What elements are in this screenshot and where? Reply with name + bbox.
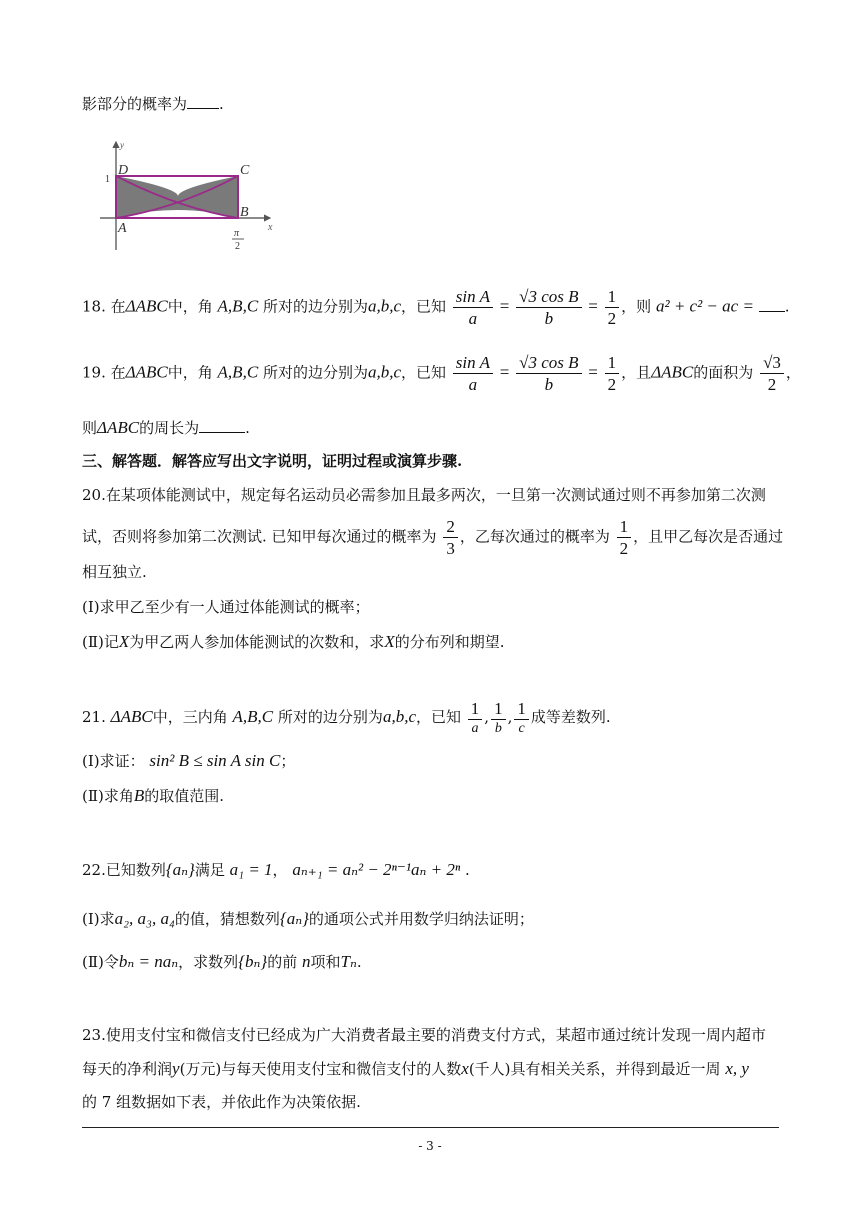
q19-text-4: ，已知 [401,363,447,382]
q22-recurrence: aₙ₊₁ = aₙ² − 2ⁿ⁻¹aₙ + 2ⁿ [292,860,461,879]
q18-answer-blank [759,297,785,312]
q22-part2-text-b: ，求数列 [178,953,239,971]
q22-text-1: 22.已知数列 [82,861,166,879]
q21-var-B: B [133,786,145,805]
q21-number: 21. [82,708,106,726]
question-21-part1 [82,752,295,769]
q19-triangle-2: ΔABC [651,362,694,382]
q20-frac-2-3: $\frac{2}{3}$ [443,518,458,557]
q18-eq: = [499,296,510,316]
question-20-part1 [82,600,370,615]
label-y: y [120,140,124,150]
question-23-line3 [82,1095,361,1110]
question-21-part2 [82,787,224,804]
q20-var-X: X [118,632,130,651]
section-3-text: 三、解答题．解答应写出文字说明，证明过程或演算步骤. [82,452,463,470]
q19-triangle: ΔABC [125,362,168,382]
q19-frac-cosB: $\frac{\text{√3 cos B}}{b}$ [516,354,581,393]
q23-line1-text: 23.使用支付宝和微信支付已经成为广大消费者最主要的消费支付方式，某超市通过统计发现一周内超市 [82,1026,766,1044]
q19-text-1: 在 [110,363,126,382]
q21-text-4: 成等差数列. [530,708,611,726]
q22-part1-text-c: 的通项公式并用数学归纳法证明； [308,910,534,928]
q20-line2-text-b: ，乙每次通过的概率为 [459,527,610,546]
q18-expression: a² + c² − ac = [655,296,754,316]
question-22-part1 [82,910,534,927]
q18-text-4: ，已知 [401,297,447,316]
label-B: B [240,205,249,220]
q22-part2-n: n [301,952,311,971]
q18-frac-cosB: $\frac{\text{√3 cos B}}{b}$ [516,288,581,327]
q18-text-1: 在 [110,297,126,316]
q21-triangle: ΔABC [110,707,153,726]
question-20-line1 [82,488,766,503]
q22-part2-text-d: 项和 [310,953,341,971]
q19-sides: a,b,c [367,362,401,382]
q20-frac-1-2: $\frac{1}{2}$ [617,518,632,557]
q18-eq2: = [588,296,598,316]
q21-text-2: 所对的边分别为 [277,708,383,726]
q20-part1-text: (Ⅰ)求甲乙至少有一人通过体能测试的概率； [82,598,370,616]
q22-text-3: ， [272,861,288,879]
question-19 [82,354,801,393]
q23-line3-text: 的 7 组数据如下表，并依此作为决策依据. [82,1093,361,1111]
q22-part1-text-a: (Ⅰ)求 [82,910,115,928]
tick-pi: π [234,228,240,239]
q21-frac-c: $\frac{1}{c}$ [514,700,529,736]
question-18 [82,288,789,327]
q20-line3-text: 相互独立. [82,563,147,581]
q19-text-3: 所对的边分别为 [262,363,368,382]
question-19-line2 [82,418,250,436]
q18-angles: A,B,C [217,296,259,316]
tick-2: 2 [235,241,240,252]
q22-initial-condition: a₁ = 1 [229,860,273,879]
q22-part1-sequence: {aₙ} [279,909,309,928]
q21-part2-text-a: (Ⅱ)求角 [82,787,134,805]
q23-line2-text-a: 每天的净利润 [82,1060,173,1078]
label-C: C [240,163,250,178]
q18-text-2: 中，角 [167,297,213,316]
q19-answer-blank [199,418,245,433]
page-number: - 3 - [418,1139,442,1153]
q22-sequence: {aₙ} [165,860,195,879]
q17-end: . [219,95,224,113]
q19-angles: A,B,C [217,362,259,382]
figure-shaded-rectangle [98,138,278,260]
q23-var-y: y [172,1059,180,1078]
q19-text-5: ，且 [621,363,652,382]
q19-text-7: ， [785,363,801,382]
q18-end: . [784,297,790,316]
question-20-line3 [82,565,147,580]
section-3-heading [82,454,462,469]
q19-frac-half: $\frac{1}{2}$ [605,354,620,393]
q19-text-2: 中，角 [167,363,213,382]
q23-line2-text-b: (万元)与每天使用支付宝和微信支付的人数 [179,1060,462,1078]
q17-tail-text: 影部分的概率为 [82,95,188,113]
q19-frac-area: $\frac{√3}{2}$ [760,354,784,393]
q21-text-3: ，已知 [415,708,461,726]
footer-rule [82,1127,779,1128]
q21-frac-a: $\frac{1}{a}$ [468,700,483,736]
q20-line2-text-a: 试，否则将参加第二次测试. 已知甲每次通过的概率为 [82,527,437,546]
q22-part1-terms: a₂, a₃, a₄ [114,909,175,928]
q20-line1-text: 20.在某项体能测试中，规定每名运动员必需参加且最多两次，一旦第一次测试通过则不再参加第二次测 [82,486,766,504]
q20-var-X-2: X [384,632,395,651]
q19-frac-sinA: $\frac{\text{sin A}}{a}$ [453,354,493,393]
q23-line2-text-c: (千人)具有相关关系，并得到最近一周 [468,1060,721,1078]
q19-number: 19. [82,363,106,382]
label-A: A [118,221,127,236]
q23-var-xy: x, y [725,1059,749,1078]
question-23-line1 [82,1028,766,1043]
q22-part2-text-a: (Ⅱ)令 [82,953,119,971]
q21-part1-inequality: sin² B ≤ sin A sin C [149,751,281,770]
label-x: x [268,222,273,233]
question-21: 21. ΔABC中，三内角 A,B,C 所对的边分别为a,b,c，已知 $\frac{1}{a}$ , $\frac{1}{b}$ , $\frac{1}{c}$ 成等差数列. [82,699,611,736]
q22-text-2: 满足 [194,861,225,879]
q21-part2-text-b: 的取值范围. [144,787,225,805]
q18-triangle: ΔABC [125,296,168,316]
question-23-line2 [82,1060,749,1077]
q21-frac-b: $\frac{1}{b}$ [491,700,506,736]
q19-line2-triangle: ΔABC [97,418,140,437]
q19-end: . [245,419,250,437]
q21-angles: A,B,C [232,707,274,726]
question-20-part2 [82,633,504,650]
q21-text-1: 中，三内角 [152,708,228,726]
q21-sides: a,b,c [382,707,416,726]
q22-part2-text-c: 的前 [267,953,298,971]
q20-part2-text-a: (Ⅱ)记 [82,633,119,651]
question-22 [82,861,470,878]
q21-part1-end: ； [280,752,296,770]
q22-part2-T: Tₙ [340,952,357,971]
q21-part1-text: (Ⅰ)求证： [82,752,145,770]
q19-text-6: 的面积为 [693,363,754,382]
q18-frac-half: $\frac{1}{2}$ [605,288,620,327]
q23-var-x: x [461,1059,469,1078]
q22-part2-sequence: {bₙ} [238,952,268,971]
label-D: D [118,163,129,178]
q18-sides: a,b,c [367,296,401,316]
q19-line2-text: 则 [82,419,98,437]
q20-line2-text-c: ，且甲乙每次是否通过 [633,527,784,546]
q18-text-5: ，则 [621,297,652,316]
q20-part2-text-b: 为甲乙两人参加体能测试的次数和，求 [129,633,385,651]
question-20-line2 [82,518,783,557]
answer-blank [187,94,219,109]
q20-part2-text-c: 的分布列和期望. [394,633,505,651]
question-22-part2 [82,953,362,970]
q18-frac-sinA: $\frac{\text{sin A}}{a}$ [453,288,493,327]
q19-eq2: = [588,362,598,382]
q22-part2-definition: bₙ = naₙ [118,952,179,971]
q18-text-3: 所对的边分别为 [262,297,368,316]
q22-end: . [464,861,470,879]
q18-number: 18. [82,297,106,316]
q19-line2-text-b: 的周长为 [139,419,200,437]
q17-tail [82,94,224,112]
q22-part2-end: . [356,953,362,971]
tick-1: 1 [105,174,110,185]
q19-eq: = [499,362,510,382]
q22-part1-text-b: 的值，猜想数列 [174,910,280,928]
